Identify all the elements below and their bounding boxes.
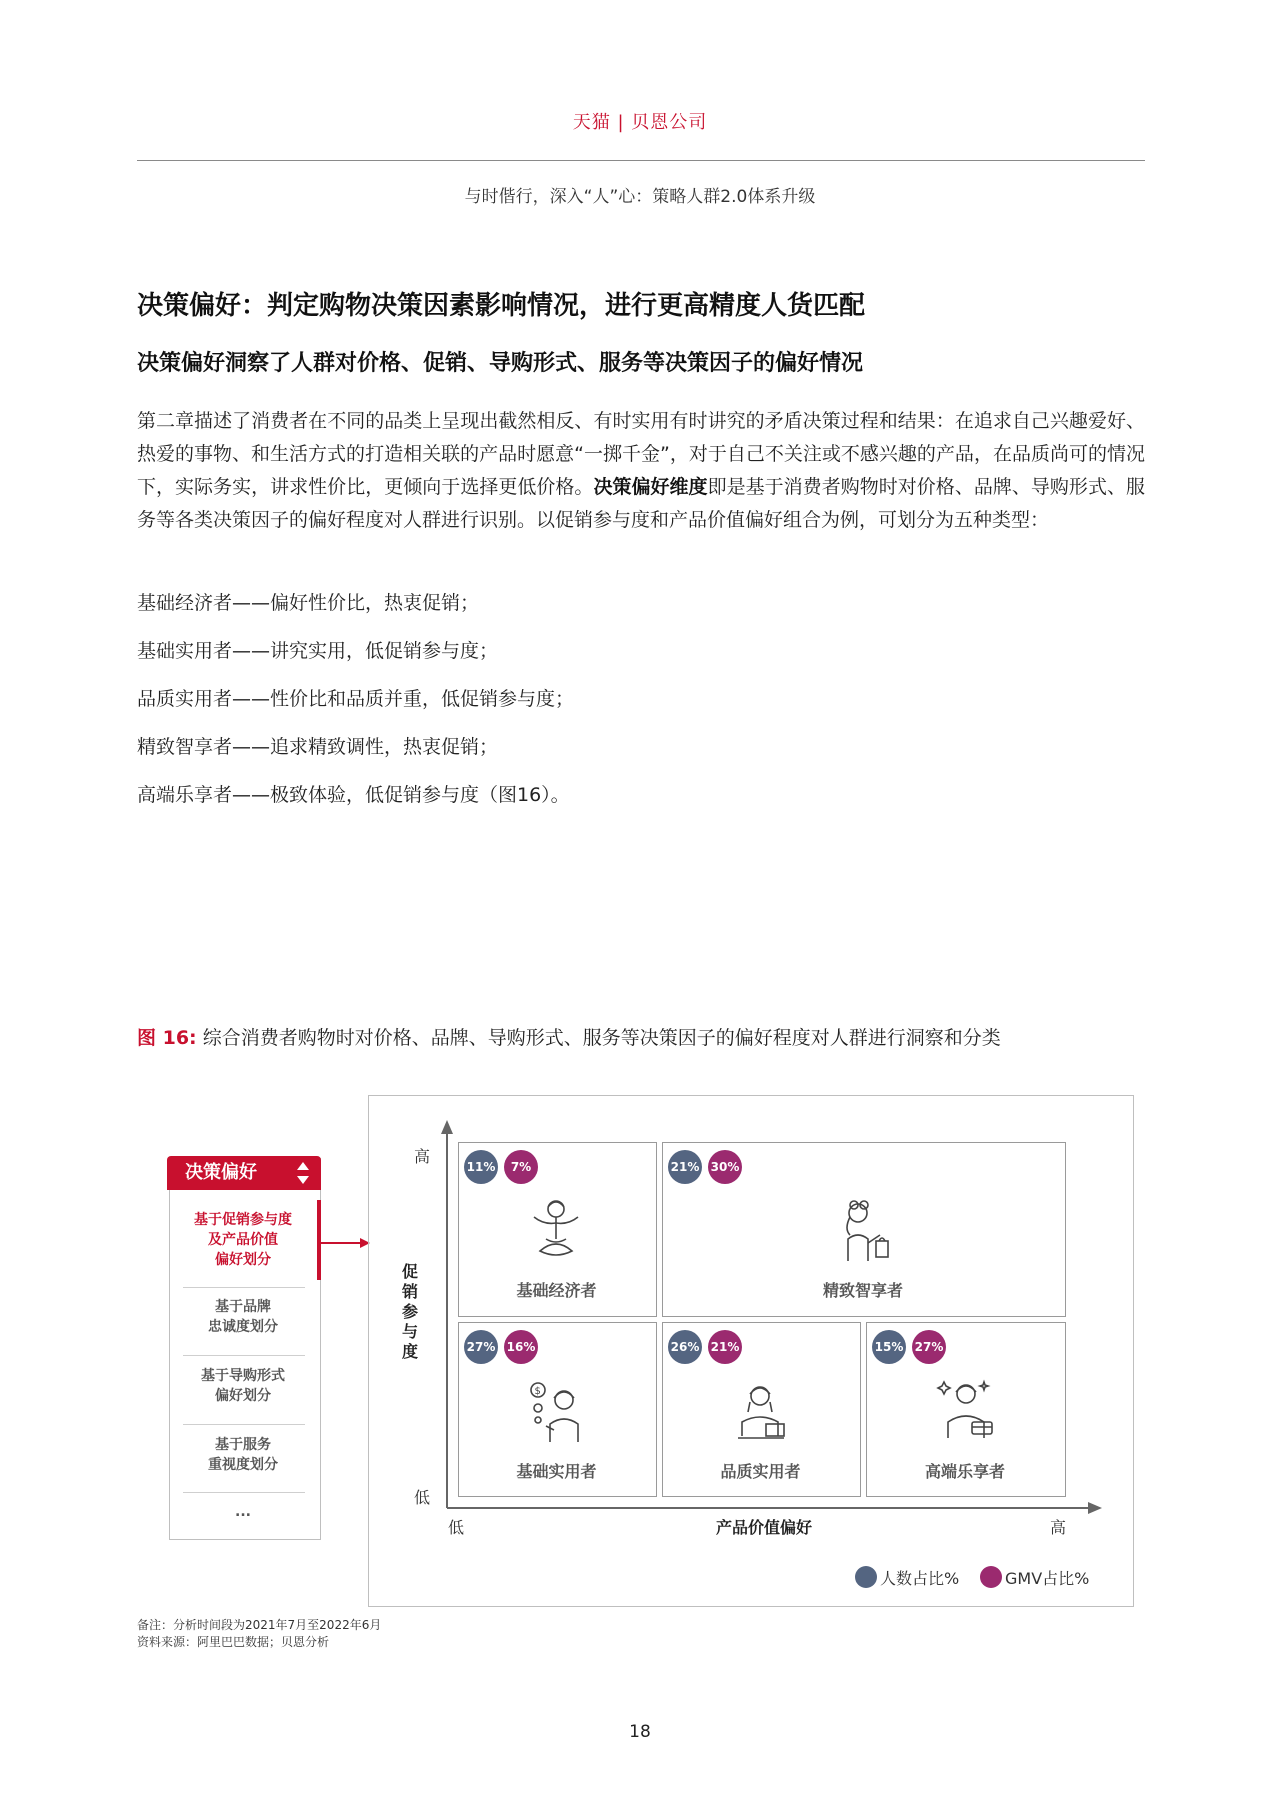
x-axis-low-label: 低 [448,1518,465,1537]
list-item: 高端乐享者——极致体验，低促销参与度（图16）。 [137,784,570,806]
gmv-share-badge: 21% [708,1330,742,1364]
gmv-share-badge: 7% [504,1150,538,1184]
menu-item-guide-format[interactable]: 基于导购形式 偏好划分 [201,1368,285,1404]
pointer-arrow-icon [320,1236,370,1250]
svg-text:$: $ [534,1386,541,1397]
figure-source: 资料来源：阿里巴巴数据；贝恩分析 [137,1635,330,1649]
figure-caption-text: 综合消费者购物时对价格、品牌、导购形式、服务等决策因子的偏好程度对人群进行洞察和分类 [202,1027,1001,1049]
legend-people-swatch [855,1566,877,1588]
section-subtitle: 决策偏好洞察了人群对价格、促销、导购形式、服务等决策因子的偏好情况 [137,351,864,376]
paragraph-part2: 即是基于消费者购物时对价格、品牌、导购形式、服务等各类决策因子的偏好程度对人群进行识别。以促销参与度和产品价值偏好组合为例，可划分为五种类型： [137,476,1145,531]
header-subtitle: 与时偕行，深入“人”心：策略人群2.0体系升级 [464,187,816,207]
legend-gmv-label: GMV占比% [1005,1569,1090,1588]
person-with-coins-icon [526,1378,588,1444]
paragraph-bold: 决策偏好维度 [593,476,708,498]
decision-menu-title: 决策偏好 [185,1162,257,1183]
header-divider [137,160,1145,161]
figure-caption [137,1023,1001,1050]
x-axis-title: 产品价值偏好 [716,1518,813,1537]
segment-label: 高端乐享者 [924,1462,1005,1481]
y-axis-title: 促销参与度 [401,1262,418,1361]
segment-label: 精致智享者 [822,1281,903,1300]
people-share-badge: 15% [872,1330,906,1364]
page-number: 18 [629,1722,651,1742]
section-title: 决策偏好：判定购物决策因素影响情况，进行更高精度人货匹配 [137,291,866,321]
meditating-person-icon [526,1195,586,1265]
menu-divider [183,1287,305,1288]
menu-item-promotion-value[interactable]: 基于促销参与度 及产品价值 偏好划分 [194,1212,292,1268]
decision-menu-header[interactable] [167,1156,321,1190]
people-share-badge: 26% [668,1330,702,1364]
figure-remark: 备注：分析时间段为2021年7月至2022年6月 [137,1618,382,1632]
segment-label: 品质实用者 [720,1462,801,1481]
list-item: 基础实用者——讲究实用，低促销参与度； [137,640,499,662]
gmv-share-badge: 27% [912,1330,946,1364]
person-with-card-icon [934,1378,998,1442]
sort-arrows-icon [297,1162,309,1184]
header-brand: 天猫 | 贝恩公司 [572,112,708,133]
gmv-share-badge: 30% [708,1150,742,1184]
y-axis-low-label: 低 [414,1488,431,1507]
legend-gmv-swatch [980,1566,1002,1588]
menu-divider [183,1424,305,1425]
list-item: 品质实用者——性价比和品质并重，低促销参与度； [137,688,575,710]
person-with-laptop-icon [730,1380,792,1442]
list-item: 精致智享者——追求精致调性，热衷促销； [137,736,499,758]
gmv-share-badge: 16% [504,1330,538,1364]
paragraph-part1: 第二章描述了消费者在不同的品类上呈现出截然相反、有时实用有时讲究的矛盾决策过程和结果：在追求自己兴趣爱好、热爱的事物、和生活方式的打造相关联的产品时愿意“一掷千金”，对于自己不关注或不感兴趣的产品，在品质尚可的情况下，实际务实，讲求性价比，更倾向于选择更低价格。 [137,410,1145,498]
people-share-badge: 11% [464,1150,498,1184]
body-paragraph [137,405,1145,537]
segment-label: 基础经济者 [516,1281,597,1300]
figure-label: 图 16: [137,1027,197,1049]
shopper-with-glasses-icon [832,1195,894,1265]
list-item: 基础经济者——偏好性价比，热衷促销； [137,592,480,614]
y-axis-high-label: 高 [414,1147,431,1166]
menu-item-more[interactable]: ... [235,1504,251,1520]
people-share-badge: 27% [464,1330,498,1364]
menu-divider [183,1355,305,1356]
menu-divider [183,1492,305,1493]
x-axis-high-label: 高 [1050,1518,1067,1537]
menu-item-brand-loyalty[interactable]: 基于品牌 忠诚度划分 [208,1299,278,1335]
menu-item-service[interactable]: 基于服务 重视度划分 [208,1437,278,1473]
people-share-badge: 21% [668,1150,702,1184]
legend-people-label: 人数占比% [880,1569,960,1588]
segment-label: 基础实用者 [516,1462,597,1481]
